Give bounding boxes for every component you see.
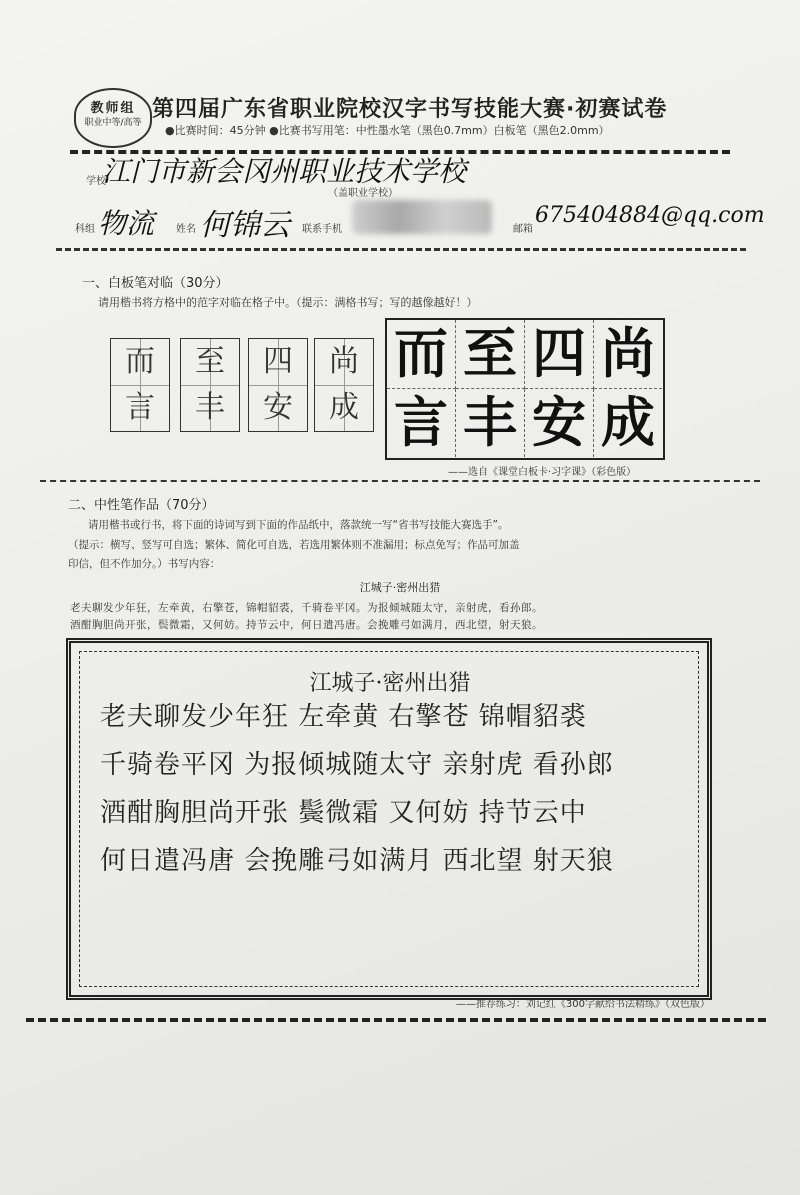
- subject-label: 科组: [75, 224, 95, 235]
- model-character-grid: [385, 318, 665, 460]
- model-char: 至: [456, 320, 525, 389]
- work-frame-inner: [79, 651, 699, 987]
- school-label: 学校: [86, 176, 106, 187]
- section-divider: [40, 480, 760, 482]
- bottom-divider: [26, 1018, 766, 1022]
- name-label: 姓名: [176, 224, 196, 235]
- form-divider: [56, 248, 746, 251]
- group-badge: [74, 88, 152, 148]
- badge-level-label: 职业中等/高等: [84, 118, 142, 128]
- section2-instruction-2: （提示：横写、竖写可自选；繁体、简化可自选，若选用繁体则不准漏用；标点免写；作品可加盖: [68, 539, 520, 551]
- model-char: 而: [387, 320, 456, 389]
- subject-value: 物流: [98, 207, 155, 240]
- work-line: 老夫聊发少年狂 左牵黄 右擎苍 锦帽貂裘: [100, 702, 587, 732]
- email-label: 邮箱: [513, 224, 533, 235]
- model-char: 四: [525, 320, 594, 389]
- practice-char-2: 至丰: [195, 344, 225, 425]
- model-char: 丰: [456, 389, 525, 457]
- section1-source: ——选自《课堂白板卡·习字课》（彩色版）: [448, 467, 637, 478]
- model-char: 成: [601, 391, 655, 454]
- poem-title: 江城子·密州出猎: [359, 581, 441, 594]
- practice-box-4: [314, 338, 374, 432]
- badge-group-label: 教师组: [90, 101, 136, 116]
- work-line: 何日遣冯唐 会挽雕弓如满月 西北望 射天狼: [100, 846, 614, 876]
- work-frame: [66, 638, 712, 1000]
- poem-line-2: 酒酣胸胆尚开张，鬓微霜，又何妨。持节云中，何日遣冯唐。会挽雕弓如满月，西北望，射天狼。: [70, 619, 543, 631]
- practice-char-1: 而言: [125, 344, 155, 425]
- section1-instruction: 请用楷书将方格中的范字对临在格子中。（提示：满格书写；写的越像越好！）: [98, 296, 478, 309]
- school-value: 江门市新会冈州职业技术学校: [102, 155, 467, 188]
- section1-title: 一、白板笔对临（30分）: [82, 276, 229, 291]
- paper-title: 第四届广东省职业院校汉字书写技能大赛·初赛试卷: [152, 97, 668, 122]
- model-char: 安: [525, 389, 594, 457]
- section2-instruction-1: 请用楷书或行书，将下面的诗词写到下面的作品纸中，落款统一写“省书写技能大赛选手”。: [88, 519, 509, 531]
- practice-box-3: [248, 338, 308, 432]
- practice-box-2: [180, 338, 240, 432]
- practice-char-3: 四安: [263, 344, 293, 425]
- model-char: 尚: [594, 320, 662, 389]
- practice-char-4: 尚成: [329, 344, 359, 425]
- work-source: ——推荐练习：刘记红《300字献给书法精练》（双色版）: [455, 999, 710, 1010]
- email-value: 675404884@qq.com: [535, 203, 765, 228]
- paper-subtitle: ●比赛时间：45分钟 ●比赛书写用笔：中性墨水笔（黑色0.7mm）白板笔（黑色2.0mm）: [165, 124, 610, 137]
- phone-label: 联系手机: [302, 224, 342, 235]
- phone-redaction: [352, 200, 492, 234]
- work-title: 江城子·密州出猎: [309, 671, 471, 696]
- section2-title: 二、中性笔作品（70分）: [68, 498, 215, 513]
- model-char: 言: [387, 389, 456, 457]
- practice-box-1: [110, 338, 170, 432]
- name-value: 何锦云: [200, 208, 290, 243]
- school-note: （盖职业学校）: [328, 188, 398, 199]
- section2-instruction-3: 印信，但不作加分。）书写内容：: [68, 558, 221, 570]
- work-line: 酒酣胸胆尚开张 鬓微霜 又何妨 持节云中: [100, 798, 587, 828]
- poem-line-1: 老夫聊发少年狂，左牵黄，右擎苍，锦帽貂裘，千骑卷平冈。为报倾城随太守，亲射虎，看孙郎。: [70, 602, 543, 614]
- work-line: 千骑卷平冈 为报倾城随太守 亲射虎 看孙郎: [100, 750, 614, 780]
